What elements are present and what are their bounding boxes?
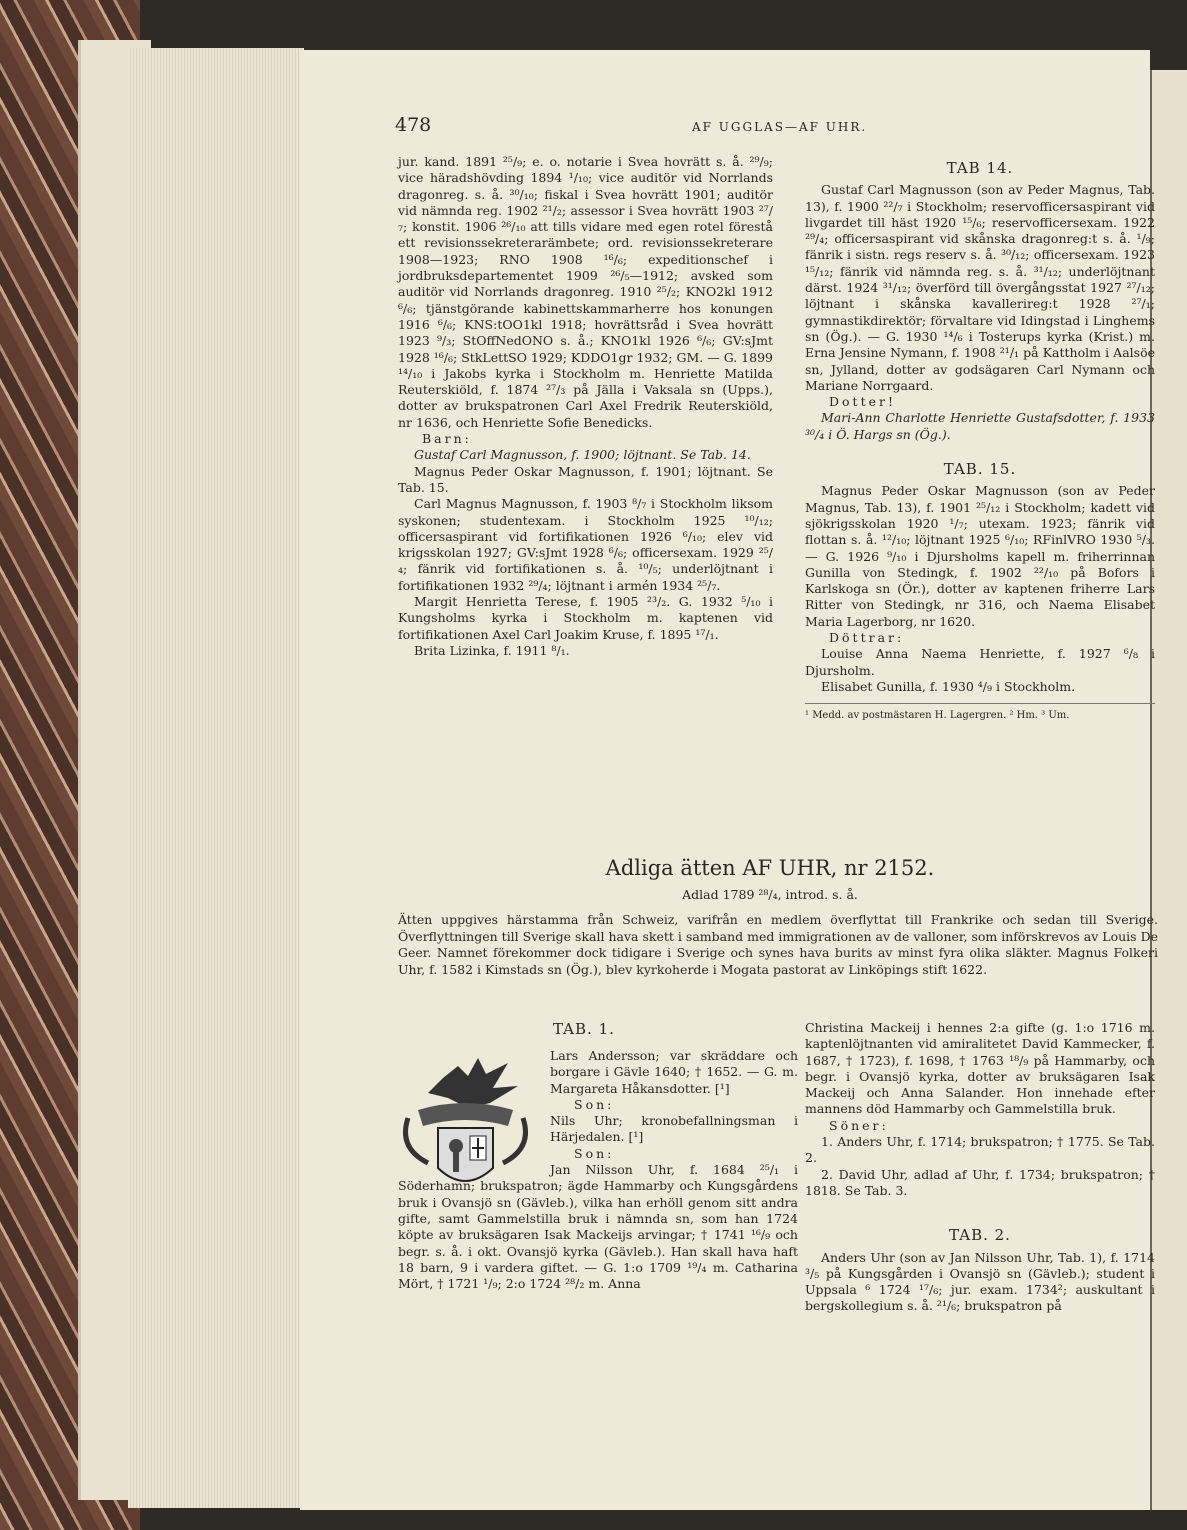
son-entry: 2. David Uhr, adlad af Uhr, f. 1734; brukspatron; † 1818. Se Tab. 3. (805, 1166, 1155, 1198)
page-number: 478 (395, 114, 432, 136)
tab1-son2: Jan Nilsson Uhr, f. 1684 ²⁵/₁ i Söderhamn; brukspatron; ägde Hammarby och Kungsgårdens bruk i Ovansjö sn (Gävleb.), vilka han erhöll genom sitt andra gifte, samt Gammelstilla bruk i nämnda sn, som han 1724 köpte av bruksägaren Isak Mackeijs arvingar; † 1741 ¹⁶/₉ och begr. s. å. i okt. Ovansjö kyrka (Gävleb.). Han skall hava haft 18 barn, 9 i vardera giftet. — G. 1:o 1709 ¹⁹/₄ m. Catharina Mört, † 1721 ¹/₉; 2:o 1724 ²⁸/₂ m. Anna (398, 1162, 798, 1292)
tab2-text: Anders Uhr (son av Jan Nilsson Uhr, Tab. 1), f. 1714 ³/₅ på Kungsgården i Ovansjö sn (Gävleb.); student i Uppsala ⁶ 1724 ¹⁷/₆; jur. exam. 1734²; auskultant i bergskollegium s. å. ²¹/₆; brukspatron på (805, 1249, 1155, 1314)
left-paragraph: jur. kand. 1891 ²⁵/₉; e. o. notarie i Svea hovrätt s. å. ²⁹/₉; vice häradshövding 1894 ¹/₁₀; vice auditör vid Norrlands dragonreg. s. å. ³⁰/₁₀; fiskal i Svea hovrätt 1901; auditör vid nämnda reg. 1902 ²¹/₂; assessor i Svea hovrätt 1903 ²⁷/₇; konstit. 1906 ²⁶/₁₀ att tills vidare med egen rotel förestå ett revisionssekreterarämbete; ord. revisionssekreterare 1908—1923; RNO 1908 ¹⁶/₆; expeditionschef i jordbruksdepartementet 1909 ²⁶/₅—1912; avsked som auditör vid Norrlands dragonreg. 1910 ²⁵/₂; KNO2kl 1912 ⁶/₆; tjänstgörande kabinettskammarherre hos konungen 1916 ⁶/₆; KNS:tOO1kl 1918; hovrättsråd i Svea hovrätt 1923 ⁹/₃; StOffNedONO s. å.; KNO1kl 1926 ⁶/₆; GV:sJmt 1928 ¹⁶/₆; StkLettSO 1929; KDDO1gr 1932; GM. — G. 1899 ¹⁴/₁₀ i Jakobs kyrka i Stockholm m. Henriette Matilda Reuterskiöld, f. 1874 ²⁷/₃ på Jälla i Vaksala sn (Upps.), dotter av brukspatronen Carl Axel Fredrik Reuterskiöld, nr 1636, och Henriette Sofie Benedicks. (398, 154, 773, 430)
tab14-text: Gustaf Carl Magnusson (son av Peder Magnus, Tab. 13), f. 1900 ²²/₇ i Stockholm; reservofficersaspirant vid livgardet till häst 1920 ¹⁵/₆; reservofficersexam. 1922 ²⁹/₄; officersaspirant vid skånska dragonreg:t s. å. ¹/₉; fänrik i sistn. regs reserv s. å. ³⁰/₁₂; officersexam. 1923 ¹⁵/₁₂; fänrik vid nämnda reg. s. å. ³¹/₁₂; underlöjtnant därst. 1924 ³¹/₁₂; överförd till övergångsstat 1927 ²⁷/₁₂; löjtnant i skånska kavallerireg:t 1928 ²⁷/₁; gymnastikdirektör; förvaltare vid Idingstad i Linghems sn (Ög.). — G. 1930 ¹⁴/₆ i Tosterups kyrka (Krist.) m. Erna Jensine Nymann, f. 1908 ²¹/₁ på Kattholm i Aalsöe sn, Jylland, dotter av godsägaren Carl Nymann och Mariane Norrgaard. (805, 182, 1155, 393)
barn-label: Barn: (422, 431, 472, 447)
child-entry: Carl Magnus Magnusson, f. 1903 ⁸/₇ i Stockholm liksom syskonen; studentexam. i Stockholm 1925 ¹⁰/₁₂; officersaspirant vid fortifikationen 1926 ⁶/₁₀; elev vid krigsskolan 1927; GV:sJmt 1928 ⁶/₆; officersexam. 1929 ²⁵/₄; fänrik vid fortifikationen s. å. ¹⁰/₅; underlöjtnant i fortifikationen 1932 ²⁹/₄; löjtnant i armén 1934 ²⁵/₇. (398, 496, 773, 593)
intro-text: Ätten uppgives härstamma från Schweiz, varifrån en medlem överflyttat till Frankrike och sedan till Sverige. Överflyttningen till Sverige skall hava skett i samband med immigrationen av de valloner, som införskrevos av Louis De Geer. Namnet förekommer dock tidigare i Sverige och synes hava burits av minst fyra olika släkter. Magnus Folkeri Uhr, f. 1582 i Kimstads sn (Ög.), blev kyrkoherde i Mogata pastorat av Linköpings stift 1622. (398, 912, 1158, 977)
right-lower-p1: Christina Mackeij i hennes 2:a gifte (g. 1:o 1716 m. kaptenlöjtnanten vid amiralitetet David Kammecker, f. 1687, † 1723), f. 1698, † 1763 ¹⁸/₉ på Hammarby, och begr. i Ovansjö kyrka, dotter av bruksägaren Isak Mackeij och Anna Salander. Hon innehade efter mannens död Hammarby och Gammelstilla bruk. (805, 1020, 1155, 1117)
section-subtitle: Adlad 1789 ²⁸/₄, introd. s. å. (682, 887, 858, 902)
son-entry: 1. Anders Uhr, f. 1714; brukspatron; † 1775. Se Tab. 2. (805, 1134, 1155, 1166)
tab15-daughter: Elisabet Gunilla, f. 1930 ⁴/₉ i Stockholm. (821, 678, 1076, 694)
tab14-dotter: Mari-Ann Charlotte Henriette Gustafsdotter, f. 1933 ³⁰/₄ i Ö. Hargs sn (Ög.). (805, 410, 1155, 442)
tab15-dottrar-label: Döttrar: (829, 630, 905, 646)
footnote: ¹ Medd. av postmästaren H. Lagergren. ² Hm. ³ Um. (805, 703, 1155, 724)
son-label: Son: (574, 1145, 615, 1161)
child-entry: Gustaf Carl Magnusson, f. 1900; löjtnant. Se Tab. 14. (414, 447, 751, 463)
tab1-son1: Nils Uhr; kronobefallningsman i Härjedalen. [¹] (550, 1113, 798, 1145)
child-entry: Brita Lizinka, f. 1911 ⁸/₁. (414, 642, 570, 658)
child-entry: Margit Henrietta Terese, f. 1905 ²³/₂. G. 1932 ⁵/₁₀ i Kungsholms kyrka i Stockholm m. kaptenen vid fortifikationen Axel Carl Joakim Kruse, f. 1895 ¹⁷/₁. (398, 594, 773, 642)
tab15-daughter: Louise Anna Naema Henriette, f. 1927 ⁶/₈ i Djursholm. (805, 646, 1155, 678)
tab1-title: TAB. 1. (553, 1020, 615, 1038)
tab15-title: TAB. 15. (943, 460, 1017, 479)
tab2-title: TAB. 2. (949, 1226, 1011, 1245)
tab1-text (398, 1048, 798, 1292)
right-lower-column (805, 1020, 1155, 1315)
section-title: Adliga ätten AF UHR, nr 2152. (605, 856, 935, 880)
facing-page-edge (1150, 70, 1187, 1510)
son-label: Son: (574, 1096, 615, 1112)
tab14-title: TAB 14. (946, 159, 1014, 177)
soner-label: Söner: (829, 1117, 889, 1133)
right-column (805, 156, 1155, 725)
tab14-dotter-label: Dotter! (829, 394, 896, 410)
tab1-p1: Lars Andersson; var skräddare och borgare i Gävle 1640; † 1652. — G. m. Margareta Håkansdotter. [¹] (550, 1048, 798, 1096)
page-stack (128, 48, 304, 1508)
running-head: AF UGGLAS—AF UHR. (692, 120, 868, 134)
child-entry: Magnus Peder Oskar Magnusson, f. 1901; löjtnant. Se Tab. 15. (398, 463, 773, 495)
tab15-text: Magnus Peder Oskar Magnusson (son av Peder Magnus, Tab. 13), f. 1901 ²⁵/₁₂ i Stockholm; kadett vid sjökrigsskolan 1920 ¹/₇; utexam. 1923; fänrik vid flottan s. å. ¹²/₁₀; löjtnant 1925 ⁶/₁₀; RFinlVRO 1930 ⁵/₃. — G. 1926 ⁹/₁₀ i Djursholms kapell m. friherrinnan Gunilla von Stedingk, f. 1902 ²²/₁₀ på Bofors i Karlskoga sn (Ör.), dotter av kaptenen friherre Lars Ritter von Stedingk, nr 316, och Naema Elisabet Maria Lagerborg, nr 1620. (805, 483, 1155, 629)
section-intro (398, 912, 1158, 978)
left-column (398, 154, 773, 659)
